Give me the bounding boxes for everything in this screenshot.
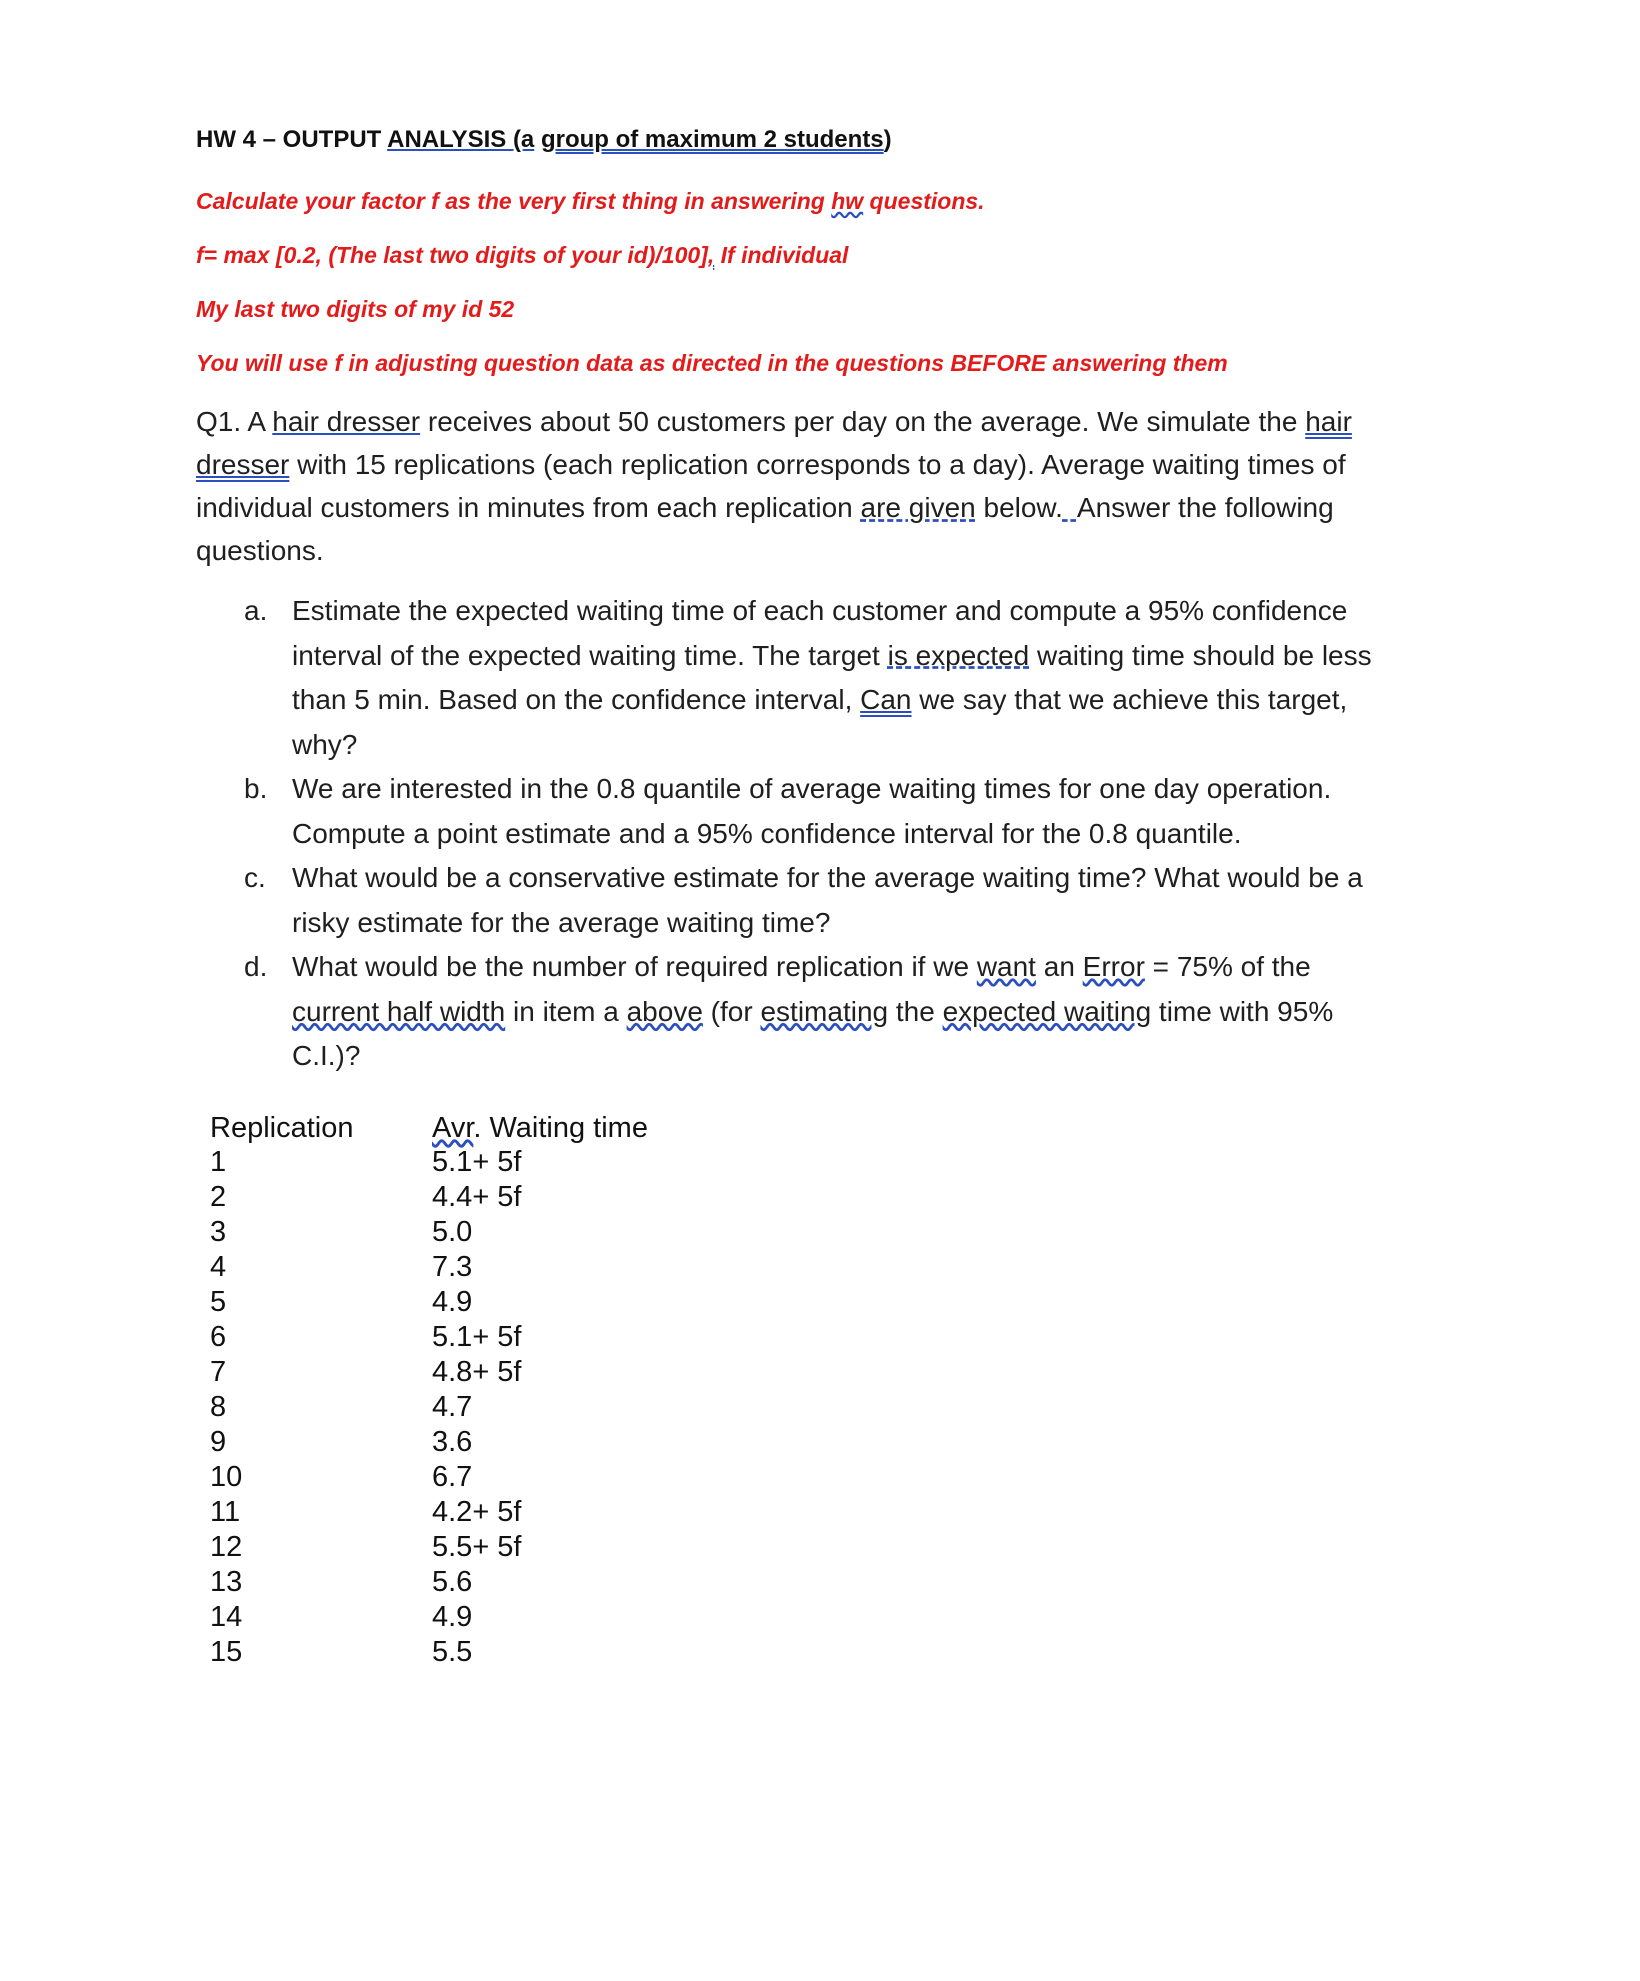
- item-d-marker: d.: [244, 951, 268, 982]
- item-d-line-3: C.I.)?: [292, 1040, 361, 1071]
- item-d-l2-text-c: the: [888, 995, 943, 1027]
- item-a-l3-text-a: than 5 min. Based on the confidence interval,: [292, 684, 861, 715]
- instruction-line-4: You will use f in adjusting question data as directed in the questions BEFORE answering them: [196, 350, 1228, 376]
- table-cell-waiting-time: 4.9: [432, 1286, 473, 1318]
- table-cell-waiting-time: 5.5+ 5f: [432, 1531, 522, 1563]
- q1-l3-underlined-2: [1063, 492, 1077, 523]
- item-d-l1-text-b: an: [1035, 951, 1083, 982]
- item-d-l2-underlined-4: expected waiting: [942, 995, 1152, 1027]
- table-cell-replication: 11: [210, 1496, 241, 1528]
- instruction-2-text-a: f= max [0.2, (The last two digits of your id)/100: [196, 242, 701, 268]
- table-cell-replication: 5: [210, 1286, 227, 1318]
- q1-l2-underlined: dresser: [196, 449, 290, 480]
- item-d-l2-text-d: time with 95%: [1151, 995, 1334, 1027]
- instruction-1-text-b: questions.: [863, 188, 985, 214]
- item-a-marker: a.: [244, 595, 268, 626]
- table-cell-waiting-time: 4.9: [432, 1601, 473, 1633]
- item-c-line-2: risky estimate for the average waiting time?: [292, 906, 831, 938]
- table-cell-waiting-time: 4.8+ 5f: [432, 1356, 522, 1388]
- item-d-l1-underlined-2: Error: [1082, 951, 1145, 982]
- table-cell-waiting-time: 5.1+ 5f: [432, 1146, 522, 1178]
- item-d-l2-underlined-1: current half width: [292, 995, 506, 1027]
- column-header-rest: . Waiting time: [473, 1112, 648, 1144]
- question-1-paragraph: [196, 400, 1436, 572]
- list-item-b: [244, 767, 1444, 856]
- instruction-2-underlined: ],: [700, 242, 715, 268]
- table-cell-replication: 4: [210, 1251, 227, 1283]
- item-d-l2-text-b: (for: [702, 995, 761, 1027]
- title-underlined-2: group of maximum 2 students: [540, 126, 884, 153]
- instruction-line-3: My last two digits of my id 52: [196, 296, 515, 322]
- table-cell-waiting-time: 4.2+ 5f: [432, 1496, 522, 1528]
- q1-l2-text: with 15 replications (each replication corresponds to a day). Average waiting times of: [289, 449, 1346, 480]
- table-cell-waiting-time: 6.7: [432, 1461, 473, 1493]
- title-suffix: ): [883, 126, 892, 153]
- column-header-replication: Replication: [210, 1112, 354, 1144]
- q1-line-2: [196, 443, 1436, 486]
- column-header-waiting-time: [432, 1112, 648, 1145]
- list-item-a: [244, 589, 1444, 767]
- q1-l1-text-b: receives about 50 customers per day on the average. We simulate the: [420, 406, 1306, 437]
- item-d-l2-underlined-2: above: [626, 995, 703, 1027]
- item-a-l2-underlined: is expected: [887, 639, 1030, 671]
- q1-line-4: questions.: [196, 535, 324, 566]
- table-cell-replication: 7: [210, 1356, 227, 1388]
- table-cell-replication: 2: [210, 1181, 227, 1213]
- item-b-line-1: We are interested in the 0.8 quantile of average waiting times for one day operation.: [292, 773, 1332, 804]
- item-c-marker: c.: [244, 862, 266, 893]
- item-d-l1-text-a: What would be the number of required replication if we: [292, 951, 977, 982]
- table-cell-replication: 9: [210, 1426, 227, 1458]
- instruction-1-underlined: hw: [831, 188, 864, 214]
- table-cell-replication: 13: [210, 1566, 243, 1598]
- title-space: [534, 126, 541, 153]
- q1-l1-text-a: Q1. A: [196, 406, 273, 437]
- list-item-d: [244, 945, 1444, 1079]
- column-header-avr: Avr: [432, 1112, 474, 1144]
- item-a-l2-text-a: interval of the expected waiting time. The target: [292, 639, 888, 671]
- table-cell-replication: 12: [210, 1531, 243, 1563]
- table-cell-replication: 8: [210, 1391, 227, 1423]
- q1-l3-text-a: individual customers in minutes from each replication: [196, 492, 861, 523]
- page-title: [196, 126, 892, 154]
- table-cell-waiting-time: 5.1+ 5f: [432, 1321, 522, 1353]
- q1-l1-underlined-1: hair dresser: [272, 406, 421, 437]
- instruction-line-2: [196, 242, 848, 269]
- item-a-line-2: [292, 634, 1444, 679]
- table-cell-waiting-time: 5.6: [432, 1566, 473, 1598]
- list-item-c: [244, 856, 1444, 945]
- item-a-line-1: Estimate the expected waiting time of each customer and compute a 95% confidence: [292, 595, 1348, 626]
- item-a-l3-text-b: we say that we achieve this target,: [911, 684, 1348, 715]
- q1-line-1: [196, 400, 1436, 443]
- item-d-l2-text-a: in item a: [505, 995, 627, 1027]
- table-cell-waiting-time: 4.4+ 5f: [432, 1181, 522, 1213]
- instruction-1-text-a: Calculate your factor f as the very first thing in answering: [196, 188, 832, 214]
- item-d-l2-underlined-3: estimating: [760, 995, 889, 1027]
- title-underlined-1: ANALYSIS (a: [387, 126, 535, 153]
- item-c-line-1: What would be a conservative estimate for the average waiting time? What would be a: [292, 862, 1363, 893]
- table-cell-replication: 14: [210, 1601, 243, 1633]
- item-a-l2-text-b: waiting time should be less: [1029, 639, 1372, 671]
- q1-l3-underlined-1: are given: [860, 492, 976, 523]
- item-d-line-2: [292, 990, 1444, 1035]
- q1-l3-text-b: below.: [975, 492, 1063, 523]
- instruction-line-1: [196, 188, 985, 215]
- table-cell-replication: 3: [210, 1216, 227, 1248]
- item-a-line-4: why?: [292, 728, 358, 760]
- item-a-line-3: [292, 678, 1444, 723]
- title-prefix: HW 4 – OUTPUT: [196, 126, 388, 153]
- table-cell-waiting-time: 7.3: [432, 1251, 473, 1283]
- q1-l3-text-c: Answer the following: [1076, 492, 1334, 523]
- item-d-l1-text-c: = 75% of the: [1144, 951, 1311, 982]
- table-cell-waiting-time: 5.5: [432, 1636, 473, 1668]
- table-cell-replication: 6: [210, 1321, 227, 1353]
- item-b-line-2: Compute a point estimate and a 95% confidence interval for the 0.8 quantile.: [292, 817, 1242, 849]
- table-cell-waiting-time: 3.6: [432, 1426, 473, 1458]
- item-d-line-1: [292, 945, 1444, 990]
- table-cell-replication: 1: [210, 1146, 227, 1178]
- table-cell-replication: 10: [210, 1461, 243, 1493]
- instruction-2-text-b: If individual: [714, 242, 849, 268]
- table-cell-replication: 15: [210, 1636, 243, 1668]
- q1-line-3: [196, 486, 1436, 529]
- q1-l1-underlined-2: hair: [1305, 406, 1352, 437]
- item-b-marker: b.: [244, 773, 268, 804]
- question-items-list: [244, 589, 1444, 1079]
- table-cell-waiting-time: 5.0: [432, 1216, 473, 1248]
- item-d-l1-underlined-1: want: [976, 951, 1036, 982]
- item-a-l3-underlined: Can: [860, 684, 912, 715]
- table-cell-waiting-time: 4.7: [432, 1391, 473, 1423]
